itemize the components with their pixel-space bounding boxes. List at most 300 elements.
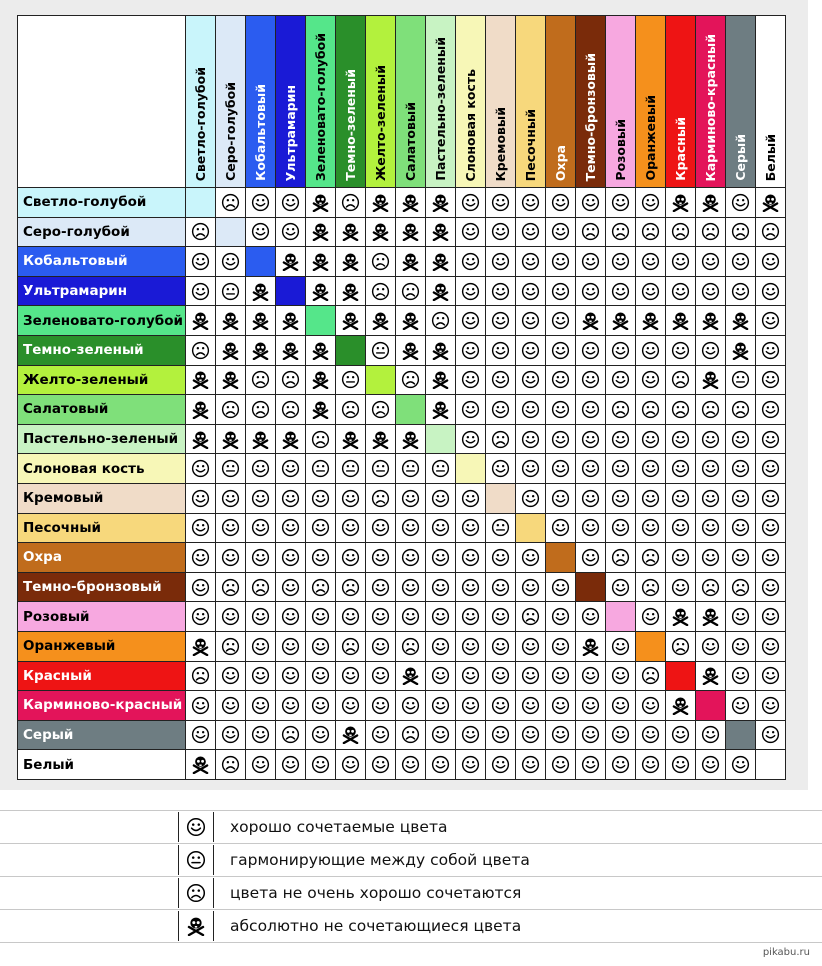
table-cell xyxy=(366,306,396,336)
table-cell xyxy=(516,335,546,365)
happy-face-icon xyxy=(281,578,300,597)
diagonal-cell xyxy=(636,631,666,661)
happy-face-icon xyxy=(761,548,780,567)
skull-icon xyxy=(341,430,360,449)
table-cell xyxy=(426,335,456,365)
table-cell xyxy=(426,188,456,218)
table-cell xyxy=(456,276,486,306)
table-cell xyxy=(666,572,696,602)
row-header: Темно-зеленый xyxy=(18,335,186,365)
diagonal-cell xyxy=(486,483,516,513)
table-cell xyxy=(186,691,216,721)
diagonal-cell xyxy=(426,424,456,454)
table-cell xyxy=(696,424,726,454)
happy-face-icon xyxy=(461,370,480,389)
table-cell xyxy=(366,513,396,543)
happy-face-icon xyxy=(731,489,750,508)
table-cell xyxy=(396,572,426,602)
table-row xyxy=(18,395,786,425)
skull-icon xyxy=(311,370,330,389)
table-cell xyxy=(306,631,336,661)
table-cell xyxy=(756,720,786,750)
happy-face-icon xyxy=(251,607,270,626)
happy-face-icon xyxy=(701,518,720,537)
table-cell xyxy=(366,720,396,750)
table-cell xyxy=(186,572,216,602)
skull-icon xyxy=(371,311,390,330)
happy-face-icon xyxy=(281,755,300,774)
table-cell xyxy=(726,188,756,218)
happy-face-icon xyxy=(701,755,720,774)
column-header xyxy=(186,16,216,188)
table-cell xyxy=(576,217,606,247)
table-cell xyxy=(276,306,306,336)
table-cell xyxy=(246,395,276,425)
happy-face-icon xyxy=(731,518,750,537)
skull-icon xyxy=(431,400,450,419)
happy-face-icon xyxy=(221,518,240,537)
table-cell xyxy=(606,631,636,661)
column-header xyxy=(546,16,576,188)
happy-face-icon xyxy=(731,637,750,656)
happy-face-icon xyxy=(611,518,630,537)
happy-face-icon xyxy=(461,578,480,597)
table-cell xyxy=(186,306,216,336)
table-cell xyxy=(636,276,666,306)
happy-face-icon xyxy=(461,282,480,301)
table-cell xyxy=(216,424,246,454)
sad-face-icon xyxy=(341,400,360,419)
table-cell xyxy=(366,276,396,306)
table-row xyxy=(18,365,786,395)
row-header: Песочный xyxy=(18,513,186,543)
happy-face-icon xyxy=(761,370,780,389)
table-cell xyxy=(276,602,306,632)
skull-icon xyxy=(221,311,240,330)
row-header: Кобальтовый xyxy=(18,247,186,277)
happy-face-icon xyxy=(341,696,360,715)
table-cell xyxy=(186,365,216,395)
skull-icon xyxy=(701,666,720,685)
table-cell xyxy=(486,365,516,395)
happy-face-icon xyxy=(491,222,510,241)
happy-face-icon xyxy=(281,548,300,567)
table-cell xyxy=(726,691,756,721)
skull-icon xyxy=(311,252,330,271)
legend-icon-box xyxy=(178,911,214,941)
neutral-face-icon xyxy=(371,459,390,478)
table-cell xyxy=(606,661,636,691)
table-cell xyxy=(396,306,426,336)
happy-face-icon xyxy=(521,725,540,744)
table-cell xyxy=(246,602,276,632)
column-header-label: Белый xyxy=(762,133,778,181)
happy-face-icon xyxy=(761,341,780,360)
table-row xyxy=(18,335,786,365)
happy-face-icon xyxy=(401,696,420,715)
skull-icon xyxy=(341,282,360,301)
happy-face-icon xyxy=(341,666,360,685)
sad-face-icon xyxy=(641,400,660,419)
table-cell xyxy=(426,454,456,484)
happy-face-icon xyxy=(491,311,510,330)
table-cell xyxy=(576,276,606,306)
happy-face-icon xyxy=(611,578,630,597)
row-header: Желто-зеленый xyxy=(18,365,186,395)
table-cell xyxy=(636,306,666,336)
sad-face-icon xyxy=(221,578,240,597)
column-header xyxy=(366,16,396,188)
happy-face-icon xyxy=(551,489,570,508)
row-header: Серый xyxy=(18,720,186,750)
table-row xyxy=(18,483,786,513)
table-cell xyxy=(666,513,696,543)
table-cell xyxy=(546,631,576,661)
table-row xyxy=(18,720,786,750)
happy-face-icon xyxy=(671,518,690,537)
table-cell xyxy=(546,720,576,750)
table-cell xyxy=(276,572,306,602)
happy-face-icon xyxy=(551,400,570,419)
table-cell xyxy=(516,188,546,218)
table-cell xyxy=(426,720,456,750)
column-header xyxy=(336,16,366,188)
happy-face-icon xyxy=(551,725,570,744)
diagonal-cell xyxy=(726,720,756,750)
happy-face-icon xyxy=(701,725,720,744)
table-cell xyxy=(756,631,786,661)
neutral-face-icon xyxy=(401,459,420,478)
table-cell xyxy=(576,750,606,780)
table-cell xyxy=(336,247,366,277)
row-header: Оранжевый xyxy=(18,631,186,661)
happy-face-icon xyxy=(221,666,240,685)
happy-face-icon xyxy=(431,518,450,537)
happy-face-icon xyxy=(701,489,720,508)
happy-face-icon xyxy=(611,666,630,685)
table-cell xyxy=(456,188,486,218)
row-header: Белый xyxy=(18,750,186,780)
table-cell xyxy=(606,395,636,425)
table-cell xyxy=(246,306,276,336)
table-cell xyxy=(486,306,516,336)
skull-icon xyxy=(431,341,450,360)
table-cell xyxy=(546,661,576,691)
sad-face-icon xyxy=(221,193,240,212)
happy-face-icon xyxy=(521,370,540,389)
table-cell xyxy=(306,661,336,691)
table-cell xyxy=(546,365,576,395)
happy-face-icon xyxy=(641,282,660,301)
table-cell xyxy=(396,424,426,454)
happy-face-icon xyxy=(491,370,510,389)
happy-face-icon xyxy=(431,637,450,656)
happy-face-icon xyxy=(281,459,300,478)
table-cell xyxy=(696,365,726,395)
column-header xyxy=(486,16,516,188)
happy-face-icon xyxy=(461,548,480,567)
skull-icon xyxy=(701,193,720,212)
table-cell xyxy=(486,602,516,632)
table-cell xyxy=(366,335,396,365)
table-cell xyxy=(756,247,786,277)
happy-face-icon xyxy=(191,696,210,715)
happy-face-icon xyxy=(191,725,210,744)
table-cell xyxy=(666,188,696,218)
table-row xyxy=(18,691,786,721)
table-cell xyxy=(216,335,246,365)
happy-face-icon xyxy=(401,518,420,537)
table-cell xyxy=(366,602,396,632)
table-cell xyxy=(336,365,366,395)
sad-face-icon xyxy=(371,489,390,508)
row-header: Пастельно-зеленый xyxy=(18,424,186,454)
table-cell xyxy=(756,513,786,543)
happy-face-icon xyxy=(521,696,540,715)
table-cell xyxy=(576,631,606,661)
table-cell xyxy=(606,306,636,336)
happy-face-icon xyxy=(551,341,570,360)
table-cell xyxy=(336,188,366,218)
table-cell xyxy=(306,188,336,218)
table-cell xyxy=(186,543,216,573)
diagonal-cell xyxy=(606,602,636,632)
table-cell xyxy=(726,335,756,365)
table-cell xyxy=(726,661,756,691)
table-cell xyxy=(756,661,786,691)
sad-face-icon xyxy=(341,193,360,212)
table-cell xyxy=(546,483,576,513)
skull-icon xyxy=(311,341,330,360)
table-cell xyxy=(696,306,726,336)
table-cell xyxy=(216,276,246,306)
table-cell xyxy=(726,247,756,277)
table-cell xyxy=(186,631,216,661)
neutral-face-icon xyxy=(221,459,240,478)
table-cell xyxy=(576,424,606,454)
happy-face-icon xyxy=(461,637,480,656)
table-cell xyxy=(756,217,786,247)
table-cell xyxy=(546,276,576,306)
table-cell xyxy=(606,572,636,602)
table-cell xyxy=(426,572,456,602)
sad-face-icon xyxy=(611,400,630,419)
skull-icon xyxy=(581,637,600,656)
sad-face-icon xyxy=(701,222,720,241)
happy-face-icon xyxy=(761,311,780,330)
table-cell xyxy=(306,454,336,484)
table-cell xyxy=(756,483,786,513)
table-cell xyxy=(456,483,486,513)
legend-label: гармонирующие между собой цвета xyxy=(230,851,530,869)
row-header: Ультрамарин xyxy=(18,276,186,306)
neutral-face-icon xyxy=(431,459,450,478)
sad-face-icon xyxy=(671,222,690,241)
happy-face-icon xyxy=(221,252,240,271)
legend-row xyxy=(0,843,822,876)
column-header-label: Кремовый xyxy=(492,106,508,181)
table-cell xyxy=(336,750,366,780)
column-header-row xyxy=(18,16,786,188)
happy-face-icon xyxy=(371,666,390,685)
happy-face-icon xyxy=(461,341,480,360)
table-cell xyxy=(246,217,276,247)
table-cell xyxy=(636,720,666,750)
sad-face-icon xyxy=(671,400,690,419)
happy-face-icon xyxy=(191,252,210,271)
happy-face-icon xyxy=(491,755,510,774)
happy-face-icon xyxy=(761,400,780,419)
sad-face-icon xyxy=(221,637,240,656)
table-cell xyxy=(726,395,756,425)
table-cell xyxy=(726,572,756,602)
table-cell xyxy=(486,691,516,721)
column-header xyxy=(216,16,246,188)
skull-icon xyxy=(191,370,210,389)
table-cell xyxy=(276,513,306,543)
table-cell xyxy=(606,750,636,780)
table-cell xyxy=(576,543,606,573)
table-cell xyxy=(246,513,276,543)
table-cell xyxy=(336,543,366,573)
table-cell xyxy=(336,661,366,691)
row-header: Кремовый xyxy=(18,483,186,513)
table-cell xyxy=(636,247,666,277)
happy-face-icon xyxy=(311,607,330,626)
table-cell xyxy=(606,513,636,543)
table-cell xyxy=(516,217,546,247)
table-cell xyxy=(516,691,546,721)
table-cell xyxy=(366,631,396,661)
table-cell xyxy=(756,424,786,454)
table-cell xyxy=(516,424,546,454)
table-cell xyxy=(726,543,756,573)
table-cell xyxy=(246,335,276,365)
happy-face-icon xyxy=(311,755,330,774)
table-cell xyxy=(396,217,426,247)
happy-face-icon xyxy=(311,489,330,508)
table-cell xyxy=(246,543,276,573)
table-cell xyxy=(216,720,246,750)
skull-icon xyxy=(431,252,450,271)
table-cell xyxy=(396,276,426,306)
table-cell xyxy=(486,454,516,484)
sad-face-icon xyxy=(191,666,210,685)
table-cell xyxy=(696,454,726,484)
table-cell xyxy=(636,395,666,425)
table-cell xyxy=(276,720,306,750)
happy-face-icon xyxy=(371,696,390,715)
table-cell xyxy=(456,247,486,277)
table-cell xyxy=(186,483,216,513)
happy-face-icon xyxy=(641,755,660,774)
table-cell xyxy=(336,691,366,721)
happy-face-icon xyxy=(701,548,720,567)
column-header xyxy=(516,16,546,188)
table-cell xyxy=(216,247,246,277)
table-cell xyxy=(456,631,486,661)
happy-face-icon xyxy=(431,548,450,567)
skull-icon xyxy=(401,341,420,360)
happy-face-icon xyxy=(731,430,750,449)
happy-face-icon xyxy=(401,578,420,597)
table-cell xyxy=(456,424,486,454)
table-cell xyxy=(396,691,426,721)
table-cell xyxy=(516,543,546,573)
happy-face-icon xyxy=(581,548,600,567)
table-cell xyxy=(516,720,546,750)
sad-face-icon xyxy=(311,578,330,597)
sad-face-icon xyxy=(401,725,420,744)
happy-face-icon xyxy=(251,518,270,537)
diagonal-cell xyxy=(576,572,606,602)
table-cell xyxy=(576,720,606,750)
table-cell xyxy=(396,247,426,277)
happy-face-icon xyxy=(311,637,330,656)
sad-face-icon xyxy=(221,755,240,774)
table-cell xyxy=(216,602,246,632)
table-cell xyxy=(546,217,576,247)
happy-face-icon xyxy=(191,607,210,626)
sad-face-icon xyxy=(611,222,630,241)
happy-face-icon xyxy=(461,430,480,449)
sad-face-icon xyxy=(521,607,540,626)
sad-face-icon xyxy=(251,400,270,419)
table-cell xyxy=(186,424,216,454)
diagonal-cell xyxy=(546,543,576,573)
sad-face-icon xyxy=(281,725,300,744)
happy-face-icon xyxy=(491,400,510,419)
diagonal-cell xyxy=(186,188,216,218)
sad-face-icon xyxy=(431,311,450,330)
column-header xyxy=(276,16,306,188)
table-cell xyxy=(426,661,456,691)
table-cell xyxy=(366,188,396,218)
happy-face-icon xyxy=(191,489,210,508)
happy-face-icon xyxy=(251,548,270,567)
table-cell xyxy=(336,306,366,336)
table-cell xyxy=(666,306,696,336)
happy-face-icon xyxy=(761,666,780,685)
table-cell xyxy=(186,335,216,365)
table-cell xyxy=(276,454,306,484)
happy-face-icon xyxy=(431,607,450,626)
happy-face-icon xyxy=(461,400,480,419)
table-cell xyxy=(396,188,426,218)
sad-face-icon xyxy=(491,430,510,449)
table-cell xyxy=(186,513,216,543)
table-cell xyxy=(486,276,516,306)
happy-face-icon xyxy=(491,341,510,360)
column-header-label: Кобальтовый xyxy=(252,84,268,181)
table-cell xyxy=(606,454,636,484)
column-header xyxy=(726,16,756,188)
happy-face-icon xyxy=(461,252,480,271)
table-cell xyxy=(276,631,306,661)
happy-face-icon xyxy=(611,696,630,715)
legend-icon-box xyxy=(178,878,214,908)
table-cell xyxy=(756,306,786,336)
diagonal-cell xyxy=(336,335,366,365)
skull-icon xyxy=(281,311,300,330)
happy-face-icon xyxy=(671,489,690,508)
table-cell xyxy=(546,750,576,780)
sad-face-icon xyxy=(671,370,690,389)
happy-face-icon xyxy=(521,311,540,330)
column-header xyxy=(456,16,486,188)
happy-face-icon xyxy=(491,637,510,656)
column-header xyxy=(576,16,606,188)
